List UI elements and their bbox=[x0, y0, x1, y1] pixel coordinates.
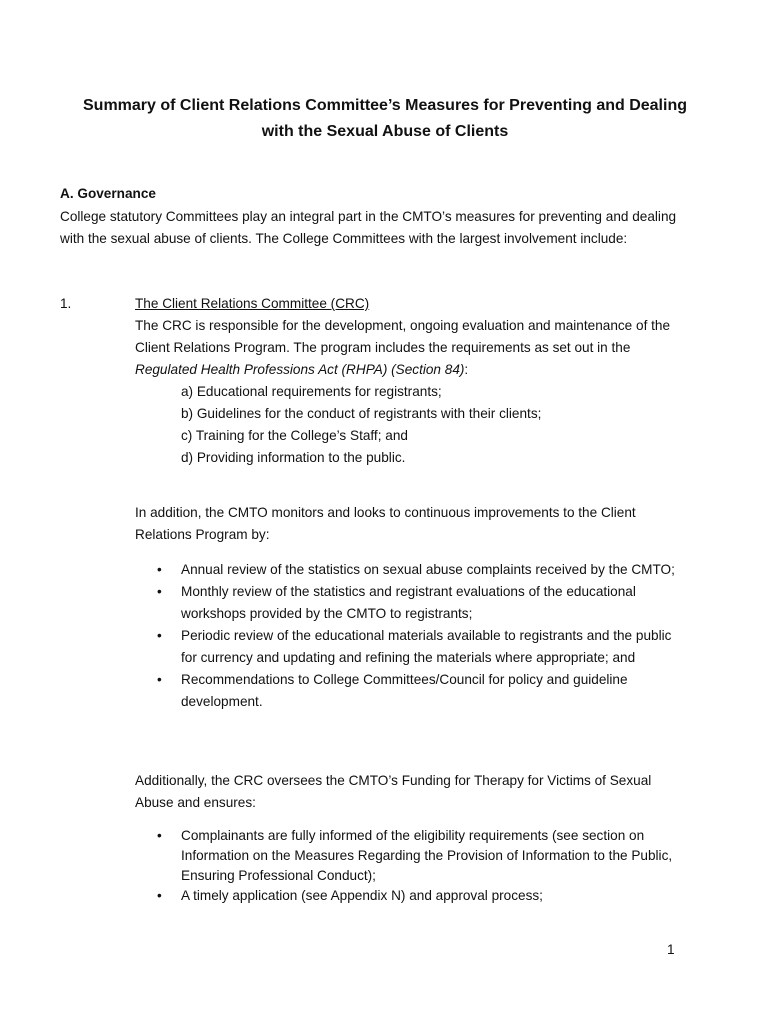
section-heading: A. Governance bbox=[60, 186, 156, 201]
page-number: 1 bbox=[667, 942, 675, 957]
list-item bbox=[135, 826, 675, 886]
list-item: b) Guidelines for the conduct of registrants with their clients; bbox=[181, 406, 542, 421]
list-item: a) Educational requirements for registrants; bbox=[181, 384, 442, 399]
item-description-text: The CRC is responsible for the development, ongoing evaluation and maintenance of the Client Relations Program. The program includes the requirements as set out in the bbox=[135, 318, 671, 355]
list-item bbox=[135, 669, 675, 713]
bullet-icon: • bbox=[157, 562, 162, 577]
document-title bbox=[60, 93, 710, 145]
list-item-text: Monthly review of the statistics and registrant evaluations of the educational workshops provided by the CMTO to registrants; bbox=[181, 584, 636, 621]
list-item-text: Complainants are fully informed of the eligibility requirements (see section on Information on the Measures Regarding the Provision of Information to the Public, Ensuring Professional Conduct); bbox=[181, 828, 673, 883]
bullet-icon: • bbox=[157, 628, 162, 643]
item-description bbox=[135, 315, 695, 381]
improvements-list bbox=[135, 559, 675, 713]
funding-list bbox=[135, 826, 675, 906]
improvements-intro: In addition, the CMTO monitors and looks to continuous improvements to the Client Relations Program by: bbox=[135, 505, 636, 542]
item-heading: The Client Relations Committee (CRC) bbox=[135, 296, 370, 311]
section-intro: College statutory Committees play an integral part in the CMTO’s measures for preventing and dealing with the sexual abuse of clients. The College Committees with the largest involvement include: bbox=[60, 209, 677, 246]
bullet-icon: • bbox=[157, 828, 162, 843]
act-citation: Regulated Health Professions Act (RHPA) (Section 84) bbox=[135, 362, 465, 377]
list-item bbox=[135, 625, 675, 669]
title-line-1: Summary of Client Relations Committee’s Measures for Preventing and Dealing bbox=[83, 97, 687, 114]
list-item: d) Providing information to the public. bbox=[181, 450, 406, 465]
funding-intro: Additionally, the CRC oversees the CMTO’s Funding for Therapy for Victims of Sexual Abuse and ensures: bbox=[135, 773, 652, 810]
list-item: c) Training for the College’s Staff; and bbox=[181, 428, 408, 443]
requirements-list bbox=[135, 381, 695, 469]
list-item-text: A timely application (see Appendix N) and approval process; bbox=[181, 888, 543, 903]
bullet-icon: • bbox=[157, 888, 162, 903]
list-item-text: Annual review of the statistics on sexual abuse complaints received by the CMTO; bbox=[181, 562, 675, 577]
list-item-text: Recommendations to College Committees/Council for policy and guideline development. bbox=[181, 672, 628, 709]
bullet-icon: • bbox=[157, 584, 162, 599]
list-item bbox=[135, 886, 675, 906]
item-description-end: : bbox=[464, 362, 469, 377]
item-block bbox=[135, 293, 695, 469]
list-item bbox=[135, 559, 675, 581]
title-line-2: with the Sexual Abuse of Clients bbox=[261, 123, 509, 140]
bullet-icon: • bbox=[157, 672, 162, 687]
list-item bbox=[135, 581, 675, 625]
item-number: 1. bbox=[60, 296, 72, 311]
list-item-text: Periodic review of the educational materials available to registrants and the public for currency and updating and refining the materials where appropriate; and bbox=[181, 628, 672, 665]
